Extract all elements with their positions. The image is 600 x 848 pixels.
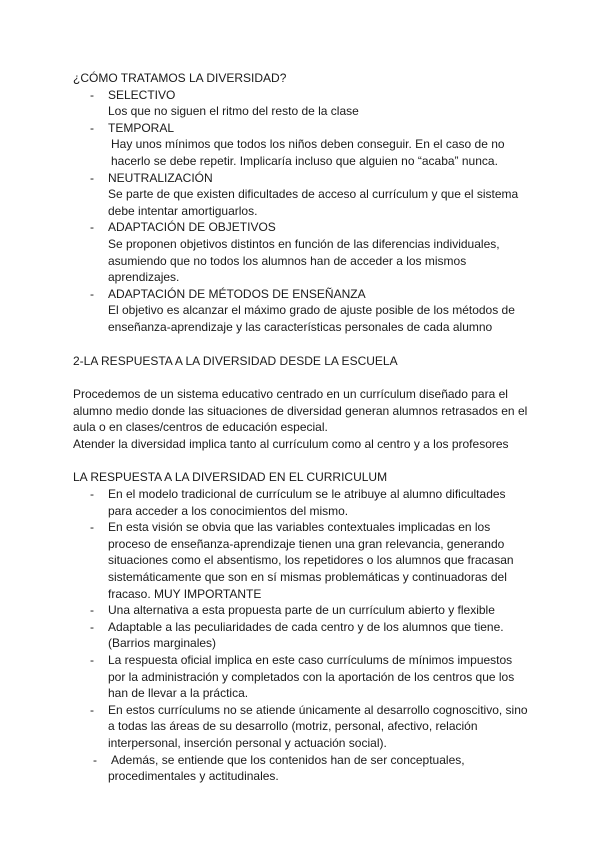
item-description: Se parte de que existen dificultades de acceso al currículum y que el sistema debe intentar amortiguarlos. bbox=[108, 187, 519, 218]
curriculum-response-list bbox=[73, 486, 528, 785]
list-item bbox=[73, 87, 528, 120]
section1-heading: ¿CÓMO TRATAMOS LA DIVERSIDAD? bbox=[73, 71, 287, 85]
list-item: - En el modelo tradicional de currículum se le atribuye al alumno dificultades para acceder a los conocimientos del mismo. bbox=[73, 486, 528, 519]
item-description: El objetivo es alcanzar el máximo grado de ajuste posible de los métodos de enseñanza-aprendizaje y las características personales de cada alumno bbox=[108, 303, 515, 334]
item-description: Hay unos mínimos que todos los niños deben conseguir. En el caso de no hacerlo se debe repetir. Implicaría incluso que alguien no “acaba” nunca. bbox=[111, 137, 505, 168]
section2-paragraph-2: Atender la diversidad implica tanto al currículum como al centro y a los profesores bbox=[73, 436, 509, 451]
list-item: - Una alternativa a esta propuesta parte de un currículum abierto y flexible bbox=[73, 602, 528, 619]
section3-heading: LA RESPUESTA A LA DIVERSIDAD EN EL CURRICULUM bbox=[73, 470, 388, 485]
item-description: Los que no siguen el ritmo del resto de la clase bbox=[108, 104, 359, 119]
item-title: - ADAPTACIÓN DE OBJETIVOS bbox=[108, 220, 276, 235]
item-description: Se proponen objetivos distintos en función de las diferencias individuales, asumiendo que no todos los alumnos han de acceder a los mismos aprendizajes. bbox=[108, 236, 500, 285]
list-item: - Además, se entiende que los contenidos han de ser conceptuales, procedimentales y actitudinales. bbox=[73, 752, 528, 785]
item-title: - ADAPTACIÓN DE MÉTODOS DE ENSEÑANZA bbox=[108, 286, 366, 301]
item-title: - TEMPORAL bbox=[108, 120, 175, 135]
item-title: - NEUTRALIZACIÓN bbox=[108, 170, 213, 185]
list-item: - En estos currículums no se atiende únicamente al desarrollo cognoscitivo, sino a todas las áreas de su desarrollo (motriz, personal, afectivo, relación interpersonal, inserción personal y actuación social). bbox=[73, 702, 528, 752]
list-item: - La respuesta oficial implica en este caso currículums de mínimos impuestos por la administración y completados con la aportación de los centros que los han de llevar a la práctica. bbox=[73, 652, 528, 702]
section2-heading: 2-LA RESPUESTA A LA DIVERSIDAD DESDE LA ESCUELA bbox=[73, 353, 398, 368]
item-title: - SELECTIVO bbox=[108, 87, 176, 102]
list-item: - En esta visión se obvia que las variables contextuales implicadas en los proceso de enseñanza-aprendizaje tienen una gran relevancia, generando situaciones como el absentismo, los repetidores o los alumnos que fracasan sistemáticamente que son en sí mismas problemáticas y continuadoras del fracaso. MUY IMPORTANTE bbox=[73, 519, 528, 602]
section2-paragraph-1: Procedemos de un sistema educativo centrado en un currículum diseñado para el alumno medio donde las situaciones de diversidad generan alumnos retrasados en el aula o en clases/centros de educación especial. bbox=[73, 387, 528, 435]
diversity-strategies-list bbox=[73, 87, 528, 336]
list-item bbox=[73, 286, 528, 336]
list-item bbox=[73, 170, 528, 220]
document-body bbox=[73, 70, 528, 785]
list-item bbox=[73, 120, 528, 170]
list-item: - Adaptable a las peculiaridades de cada centro y de los alumnos que tiene. (Barrios marginales) bbox=[73, 619, 528, 652]
list-item bbox=[73, 219, 528, 285]
